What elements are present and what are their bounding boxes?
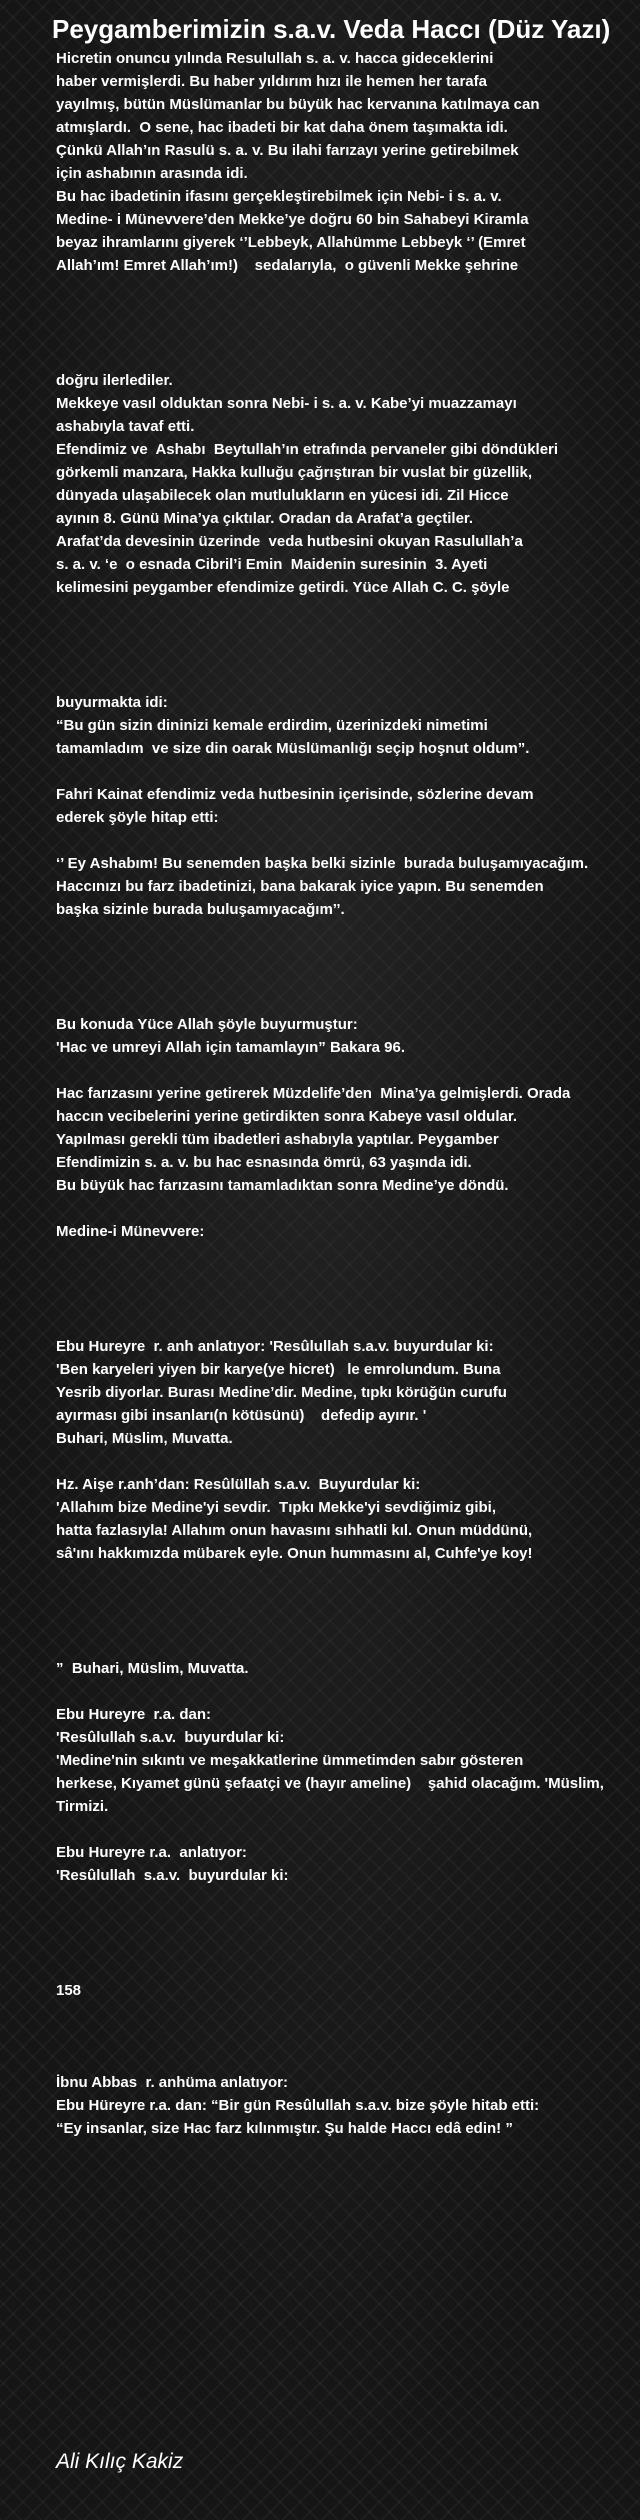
blank-line bbox=[56, 323, 640, 346]
text-line: Medine- i Münevvere’den Mekke’ye doğru 60 bin Sahabeyi Kiramla bbox=[56, 211, 529, 228]
text-line: herkese, Kıyamet günü şefaatçi ve (hayır ameline) şahid olacağım. 'Müslim, bbox=[56, 1775, 604, 1792]
text-line: haber vermişlerdi. Bu haber yıldırım hızı ile hemen her tarafa bbox=[56, 73, 487, 90]
text-line: Hac farızasını yerine getirerek Müzdelife’den Mina’ya gelmişlerdi. Orada bbox=[56, 1085, 571, 1102]
text-line: Efendimiz ve Ashabı Beytullah’ın etrafında pervaneler gibi döndükleri bbox=[56, 441, 559, 458]
blank-line bbox=[56, 599, 640, 622]
text-line: Ebu Hureyre r.a. anlatıyor: bbox=[56, 1844, 247, 1861]
text-line: 'Ben karyeleri yiyen bir karye(ye hicret) le emrolundum. Buna bbox=[56, 1361, 501, 1378]
text-line: Efendimizin s. a. v. bu hac esnasında ömrü, 63 yaşında idi. bbox=[56, 1154, 472, 1171]
blank-line bbox=[56, 829, 640, 852]
text-line: hatta fazlasıyla! Allahım onun havasını sıhhatli kıl. Onun müddünü, bbox=[56, 1522, 533, 1539]
blank-line bbox=[56, 944, 640, 967]
blank-line bbox=[56, 967, 640, 990]
text-line: Hz. Aişe r.anh’dan: Resûlüllah s.a.v. Buyurdular ki: bbox=[56, 1476, 421, 1493]
text-line: Bu büyük hac farızasını tamamladıktan sonra Medine’ye döndü. bbox=[56, 1177, 509, 1194]
text-line: “Bu gün sizin dininizi kemale erdirdim, üzerinizdeki nimetimi bbox=[56, 717, 488, 734]
text-line: Hicretin onuncu yılında Resulullah s. a. v. hacca gideceklerini bbox=[56, 50, 494, 67]
blank-line bbox=[56, 1818, 640, 1841]
text-line: Ebu Hureyre r. anh anlatıyor: 'Resûlullah s.a.v. buyurdular ki: bbox=[56, 1338, 494, 1355]
text-line: Ebu Hureyre r.a. dan: bbox=[56, 1706, 212, 1723]
text-line: atmışlardı. O sene, hac ibadeti bir kat daha önem taşımakta idi. bbox=[56, 119, 508, 136]
blank-line bbox=[56, 2048, 640, 2071]
text-line: İbnu Abbas r. anhüma anlatıyor: bbox=[56, 2074, 288, 2091]
text-line: ashabıyla tavaf etti. bbox=[56, 418, 195, 435]
text-line: Çünkü Allah’ın Rasulü s. a. v. Bu ilahi farızayı yerine getirebilmek bbox=[56, 142, 519, 159]
blank-line bbox=[56, 1565, 640, 1588]
text-line: 'Resûlullah s.a.v. buyurdular ki: bbox=[56, 1729, 285, 1746]
blank-line bbox=[56, 277, 640, 300]
blank-line bbox=[56, 1243, 640, 1266]
text-line: Bu konuda Yüce Allah şöyle buyurmuştur: bbox=[56, 1016, 358, 1033]
blank-line bbox=[56, 1933, 640, 1956]
text-line: buyurmakta idi: bbox=[56, 694, 168, 711]
text-line: ‘’ Ey Ashabım! Bu senemden başka belki sizinle burada buluşamıyacağım. bbox=[56, 855, 589, 872]
blank-line bbox=[56, 1634, 640, 1657]
text-line: 158 bbox=[56, 1982, 82, 1999]
blank-line bbox=[56, 1059, 640, 1082]
text-line: Arafat’da devesinin üzerinde veda hutbesini okuyan Rasulullah’a bbox=[56, 533, 523, 550]
blank-line bbox=[56, 1197, 640, 1220]
text-line: 'Hac ve umreyi Allah için tamamlayın” Bakara 96. bbox=[56, 1039, 406, 1056]
blank-line bbox=[56, 760, 640, 783]
blank-line bbox=[56, 1266, 640, 1289]
blank-line bbox=[56, 1312, 640, 1335]
text-line: Buhari, Müslim, Muvatta. bbox=[56, 1430, 233, 1447]
text-line: haccın vecibelerini yerine getirdikten sonra Kabeye vasıl oldular. bbox=[56, 1108, 518, 1125]
author-signature: Ali Kılıç Kakiz bbox=[56, 2450, 184, 2473]
text-line: 'Medine'nin sıkıntı ve meşakkatlerine ümmetimden sabır gösteren bbox=[56, 1752, 524, 1769]
blank-line bbox=[56, 300, 640, 323]
text-line: ayırması gibi insanları(n kötüsünü) defedip ayırır. ' bbox=[56, 1407, 427, 1424]
text-line: Yesrib diyorlar. Burası Medine’dir. Medine, tıpkı körüğün curufu bbox=[56, 1384, 507, 1401]
text-line: Haccınızı bu farz ibadetinizi, bana bakarak iyice yapın. Bu senemden bbox=[56, 878, 544, 895]
page-title: Peygamberimizin s.a.v. Veda Haccı (Düz Yazı) bbox=[52, 14, 611, 44]
blank-line bbox=[56, 1611, 640, 1634]
text-line: Allah’ım! Emret Allah’ım!) sedalarıyla, o güvenli Mekke şehrine bbox=[56, 257, 519, 274]
text-line: s. a. v. ‘e o esnada Cibril’i Emin Maidenin suresinin 3. Ayeti bbox=[56, 556, 488, 573]
text-line: Tirmizi. bbox=[56, 1798, 109, 1815]
text-line: doğru ilerlediler. bbox=[56, 372, 173, 389]
text-line: 'Allahım bize Medine'yi sevdir. Tıpkı Mekke'yi sevdiğimiz gibi, bbox=[56, 1499, 497, 1516]
text-line: ederek şöyle hitap etti: bbox=[56, 809, 219, 826]
text-line: başka sizinle burada buluşamıyacağım’’. bbox=[56, 901, 345, 918]
blank-line bbox=[56, 1887, 640, 1910]
blank-line bbox=[56, 2002, 640, 2025]
poem-body bbox=[56, 47, 640, 2140]
blank-line bbox=[56, 1680, 640, 1703]
blank-line bbox=[56, 1289, 640, 1312]
text-line: ” Buhari, Müslim, Muvatta. bbox=[56, 1660, 249, 1677]
text-line: sâ'ını hakkımızda mübarek eyle. Onun hummasını al, Cuhfe'ye koy! bbox=[56, 1545, 533, 1562]
text-line: Ebu Hüreyre r.a. dan: “Bir gün Resûlullah s.a.v. bize şöyle hitab etti: bbox=[56, 2097, 540, 2114]
text-line: 'Resûlullah s.a.v. buyurdular ki: bbox=[56, 1867, 289, 1884]
text-line: “Ey insanlar, size Hac farz kılınmıştır. Şu halde Haccı edâ edin! ” bbox=[56, 2120, 513, 2137]
blank-line bbox=[56, 346, 640, 369]
blank-line bbox=[56, 2025, 640, 2048]
blank-line bbox=[56, 1450, 640, 1473]
text-line: ayının 8. Günü Mina’ya çıktılar. Oradan da Arafat’a geçtiler. bbox=[56, 510, 474, 527]
text-line: dünyada ulaşabilecek olan mutlulukların en yücesi idi. Zil Hicce bbox=[56, 487, 509, 504]
blank-line bbox=[56, 1588, 640, 1611]
text-line: Medine-i Münevvere: bbox=[56, 1223, 205, 1240]
text-line: görkemli manzara, Hakka kulluğu çağrıştıran bir vuslat bir güzellik, bbox=[56, 464, 532, 481]
text-line: Yapılması gerekli tüm ibadetleri ashabıyla yaptılar. Peygamber bbox=[56, 1131, 499, 1148]
text-line: Fahri Kainat efendimiz veda hutbesinin içerisinde, sözlerine devam bbox=[56, 786, 534, 803]
blank-line bbox=[56, 645, 640, 668]
text-line: yayılmış, bütün Müslümanlar bu büyük hac kervanına katılmaya can bbox=[56, 96, 540, 113]
text-line: Mekkeye vasıl olduktan sonra Nebi- i s. a. v. Kabe’yi muazzamayı bbox=[56, 395, 517, 412]
blank-line bbox=[56, 921, 640, 944]
blank-line bbox=[56, 1910, 640, 1933]
blank-line bbox=[56, 1956, 640, 1979]
text-line: tamamladım ve size din oarak Müslümanlığı seçip hoşnut oldum”. bbox=[56, 740, 530, 757]
blank-line bbox=[56, 668, 640, 691]
text-line: kelimesini peygamber efendimize getirdi. Yüce Allah C. C. şöyle bbox=[56, 579, 510, 596]
text-line: için ashabının arasında idi. bbox=[56, 165, 248, 182]
blank-line bbox=[56, 990, 640, 1013]
blank-line bbox=[56, 622, 640, 645]
text-line: Bu hac ibadetinin ifasını gerçekleştirebilmek için Nebi- i s. a. v. bbox=[56, 188, 502, 205]
text-line: beyaz ihramlarını giyerek ‘’Lebbeyk, Allahümme Lebbeyk ‘’ (Emret bbox=[56, 234, 526, 251]
